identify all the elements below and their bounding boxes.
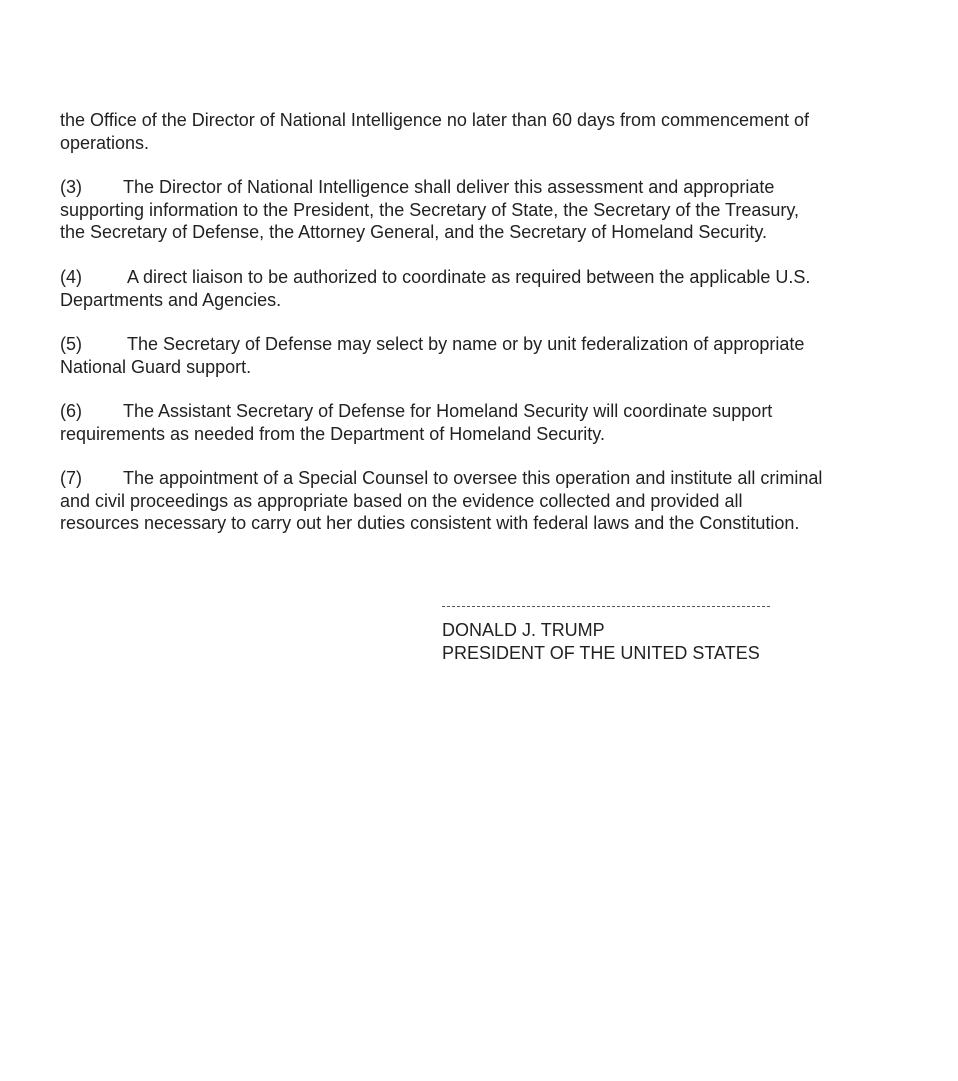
- text-line: resources necessary to carry out her duties consistent with federal laws and the Constitution.: [60, 513, 800, 533]
- text-line: The appointment of a Special Counsel to oversee this operation and institute all criminal: [123, 468, 823, 488]
- paragraph-number: (4): [60, 267, 82, 287]
- text-line: the Secretary of Defense, the Attorney General, and the Secretary of Homeland Security.: [60, 222, 768, 242]
- text-line: and civil proceedings as appropriate based on the evidence collected and provided all: [60, 490, 743, 511]
- text-line: the Office of the Director of National Intelligence no later than 60 days from commencement of: [60, 110, 810, 130]
- signer-title: PRESIDENT OF THE UNITED STATES: [442, 643, 760, 663]
- paragraph-6: [60, 400, 772, 445]
- paragraph-number: (7): [60, 468, 82, 488]
- text-line: National Guard support.: [60, 356, 252, 377]
- text-line: operations.: [60, 132, 150, 153]
- text-line: Departments and Agencies.: [60, 289, 282, 310]
- paragraph-continuation: [60, 109, 809, 154]
- text-line: The Director of National Intelligence shall deliver this assessment and appropriate: [123, 177, 775, 197]
- paragraph-5: [60, 333, 804, 378]
- paragraph-number: (6): [60, 401, 82, 421]
- text-line: requirements as needed from the Department of Homeland Security.: [60, 423, 605, 444]
- paragraph-3: [60, 176, 799, 244]
- text-line: A direct liaison to be authorized to coordinate as required between the applicable U.S.: [127, 267, 811, 287]
- signer-name: DONALD J. TRUMP: [442, 620, 605, 640]
- paragraph-number: (3): [60, 177, 82, 197]
- text-line: The Secretary of Defense may select by name or by unit federalization of appropriate: [127, 334, 805, 354]
- paragraph-7: [60, 467, 822, 535]
- signature-line: [442, 606, 770, 607]
- paragraph-4: [60, 266, 810, 311]
- text-line: The Assistant Secretary of Defense for Homeland Security will coordinate support: [123, 401, 773, 421]
- text-line: supporting information to the President, the Secretary of State, the Secretary of the Treasury,: [60, 199, 800, 220]
- signature-block: [442, 606, 770, 665]
- paragraph-number: (5): [60, 334, 82, 354]
